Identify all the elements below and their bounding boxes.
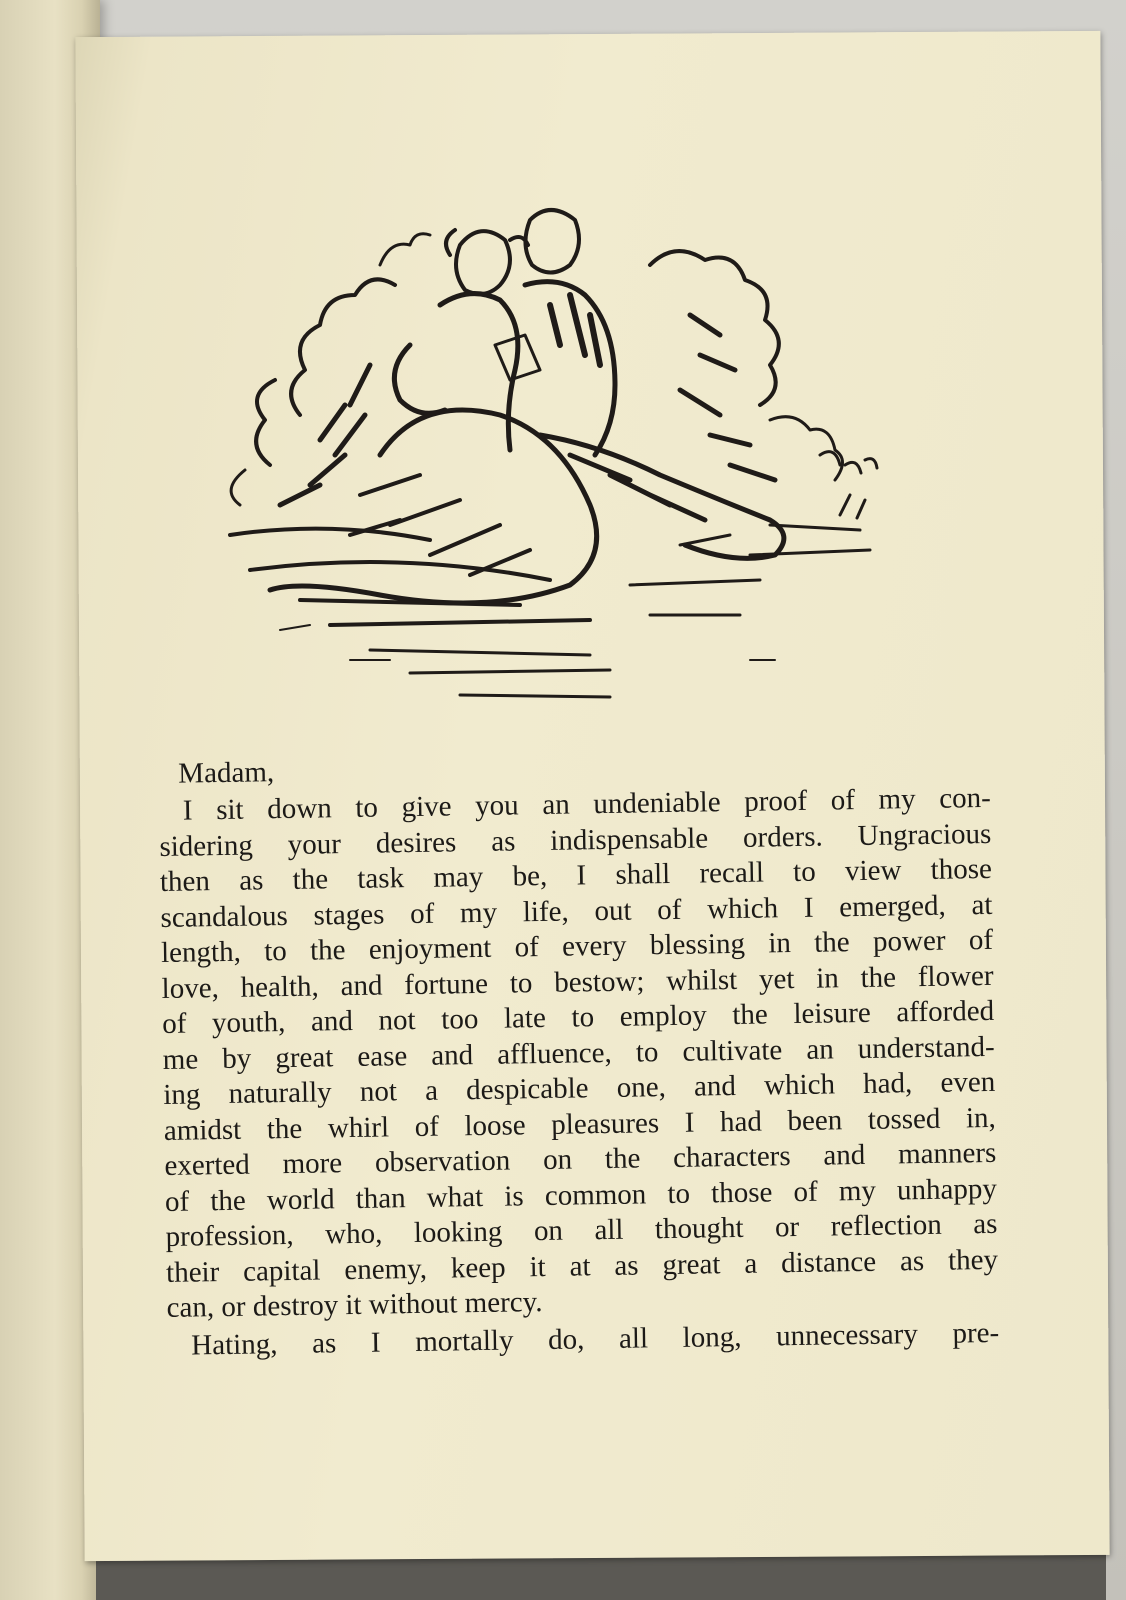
salutation: Madam, [178,756,275,790]
text-line: can, or destroy it without mercy. [166,1286,543,1324]
next-paragraph-line: Hating, as I mortally do, all long, unnecessary pre- [191,1316,1000,1362]
letter-text [158,743,999,1364]
text-line: love, health, and fortune to bestow; whilst yet in the flower [161,959,994,1005]
text-line: me by great ease and affluence, to cultivate an understand- [162,1030,995,1076]
text-line: I sit down to give you an undeniable proof of my con- [182,781,992,827]
text-line: sidering your desires as indispensable orders. Ungracious [159,817,992,863]
text-line: of youth, and not too late to employ the leisure afforded [161,994,995,1040]
couple-in-garden-illustration [210,205,910,725]
text-line: exerted more observation on the characters and manners [164,1136,997,1182]
text-line: then as the task may be, I shall recall to view those [159,852,993,898]
text-line: length, to the enjoyment of every blessing in the power of [160,923,994,969]
text-line: profession, who, looking on all thought or reflection as [165,1207,998,1253]
text-line: amidst the whirl of loose pleasures I had been tossed in, [163,1101,997,1147]
text-line: scandalous stages of my life, out of which I emerged, at [160,888,993,934]
text-line: ing naturally not a despicable one, and which had, even [163,1065,996,1111]
text-line: of the world than what is common to those of my unhappy [164,1172,998,1218]
text-line: their capital enemy, keep it at as great a distance as they [165,1243,999,1289]
